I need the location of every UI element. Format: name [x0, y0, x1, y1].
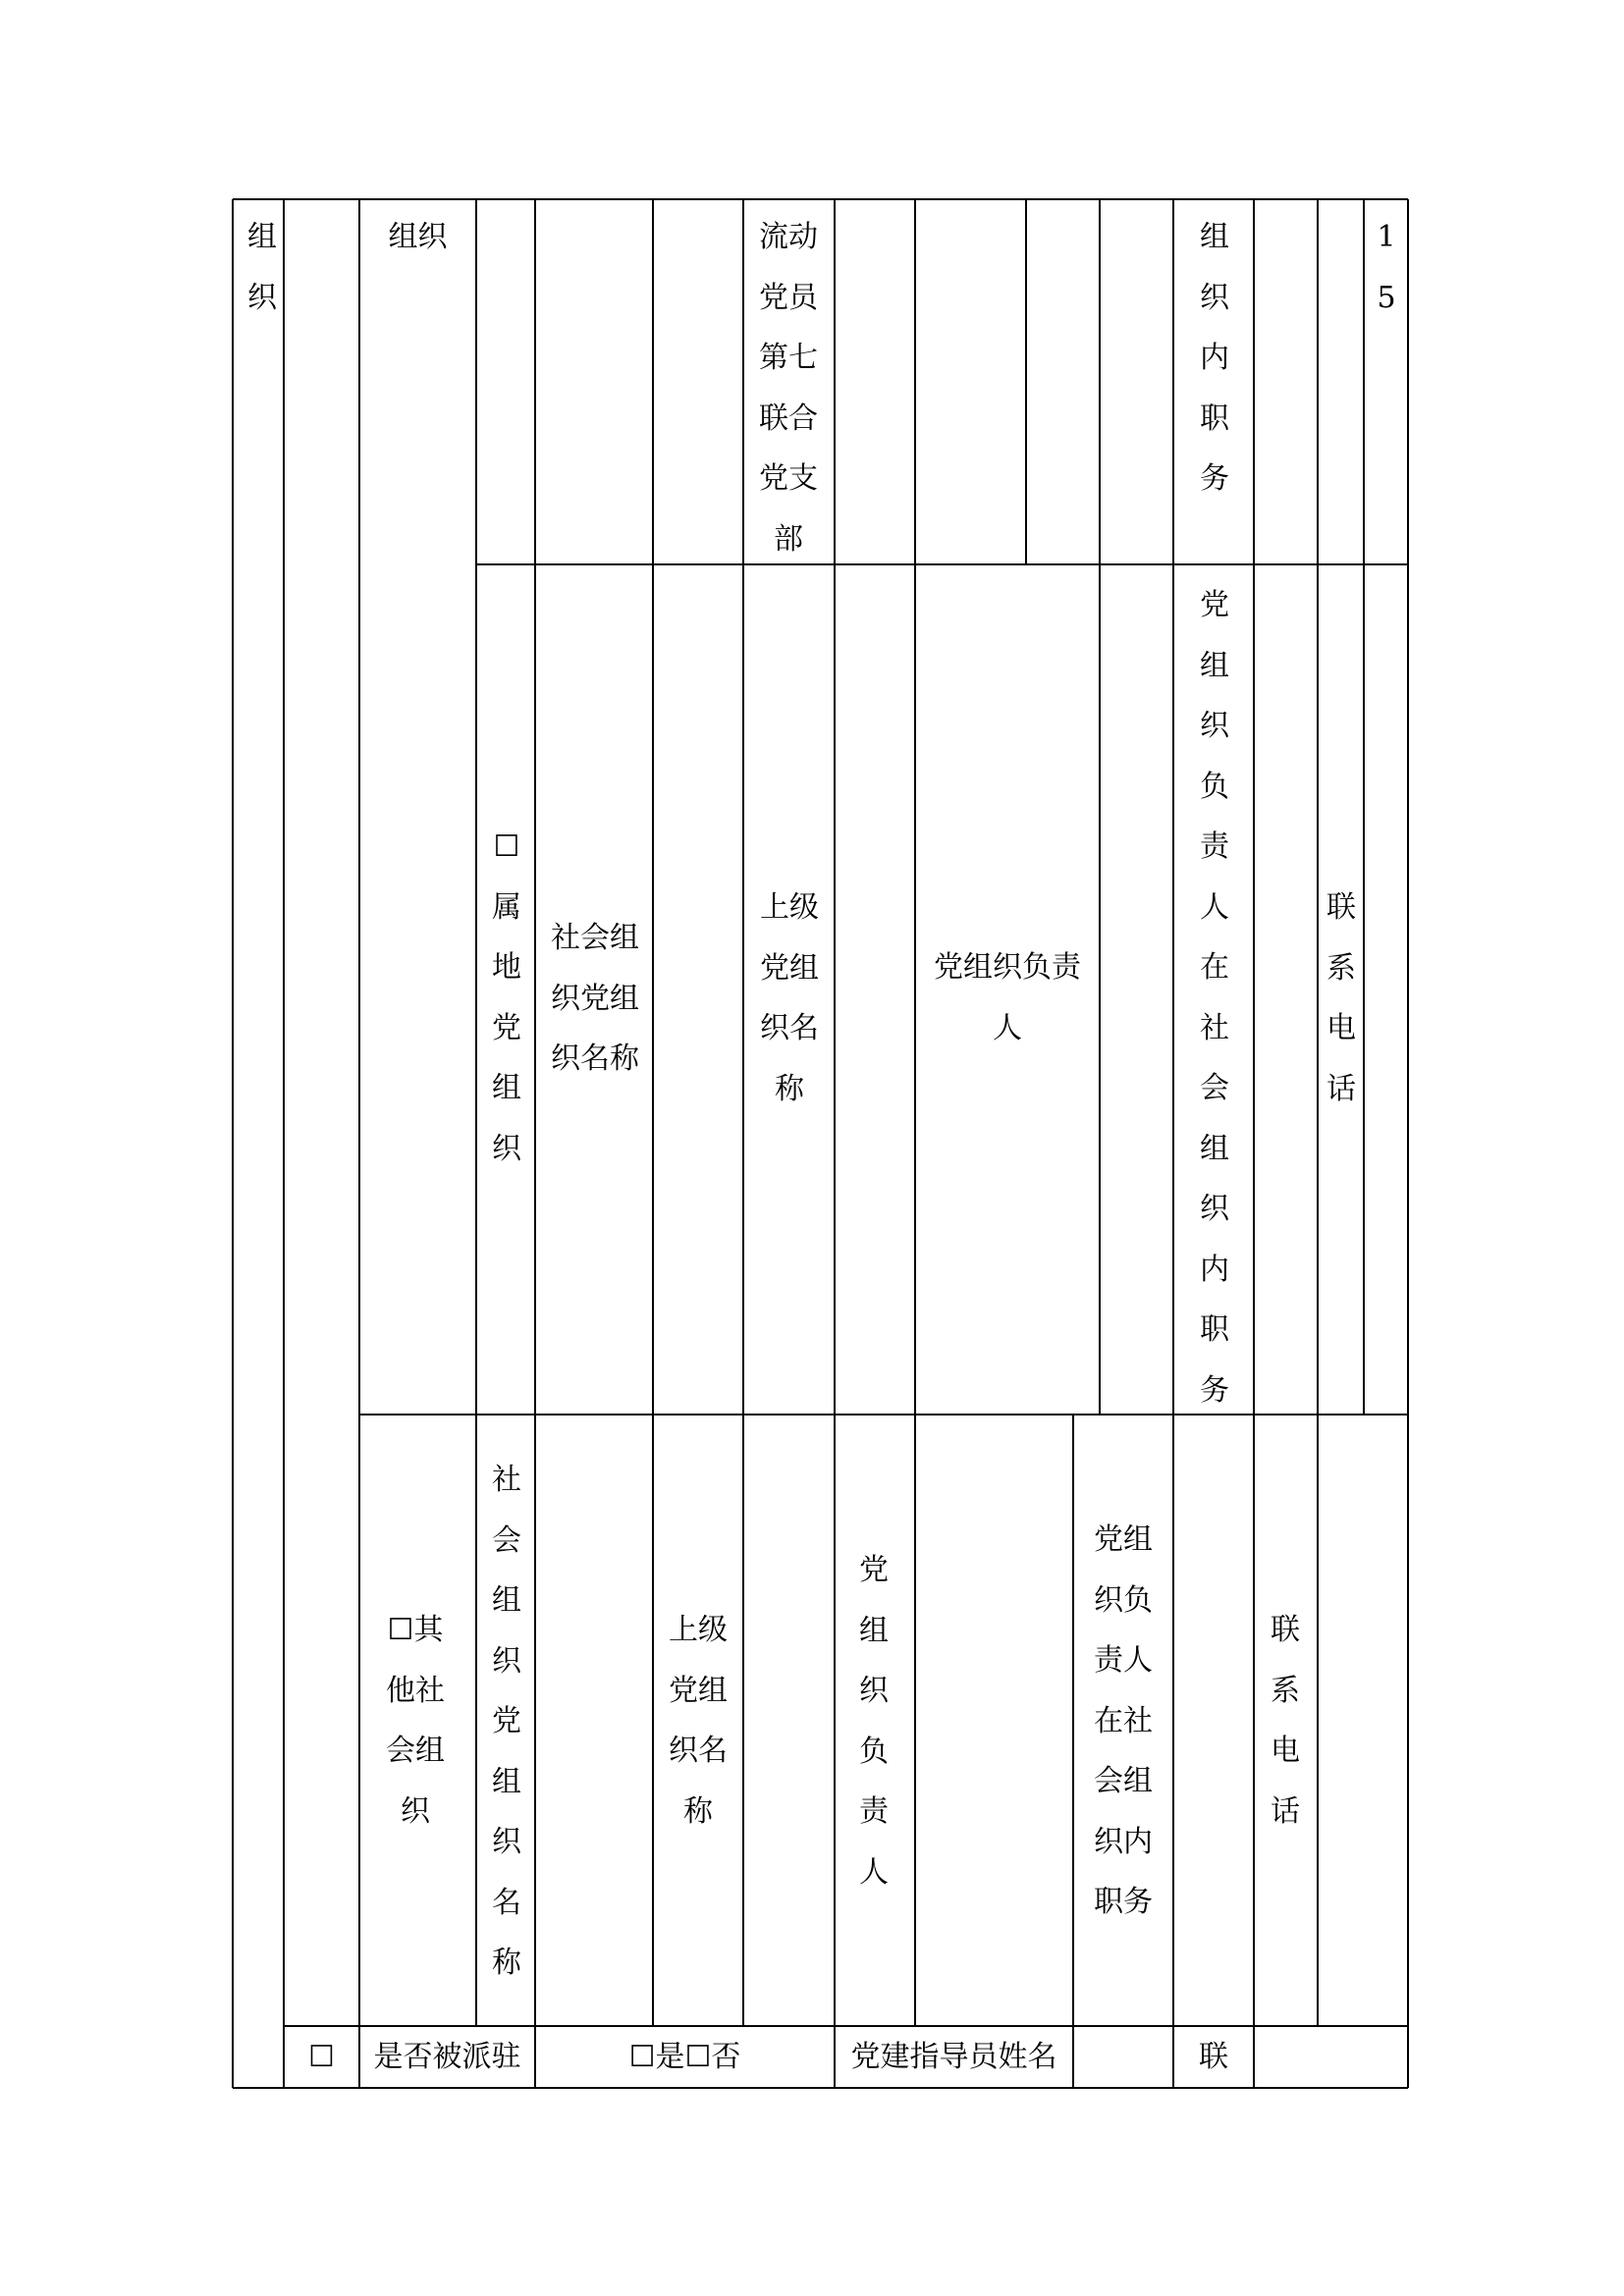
row2-superior-party-name: 上级党组织名称 — [760, 890, 819, 1106]
row2-local-party-org: ☐属地党组织 — [492, 829, 521, 1166]
row1-col-c-label: 组织 — [388, 220, 448, 254]
row3-superior-party-name: 上级党组织名称 — [669, 1613, 728, 1829]
row1-role-label: 组织内职务 — [1200, 220, 1229, 496]
row4-contact-label: 联 — [1199, 2040, 1228, 2074]
row3-social-org-party-name: 社会组织党组织名称 — [492, 1463, 521, 1980]
row1-page-digits: 15 — [1377, 220, 1396, 315]
row1-col-a-label: 组织 — [247, 220, 277, 315]
row2-party-leader: 党组织负责人 — [934, 950, 1081, 1045]
row2-contact-phone: 联系电话 — [1326, 890, 1356, 1106]
row2-leader-role: 党组织负责人在社会组织内职务 — [1200, 588, 1229, 1408]
row4-yes-no-options[interactable]: ☐是☐否 — [628, 2040, 741, 2074]
row3-other-social-org: ☐其他社会组织 — [386, 1613, 445, 1829]
row4-checkbox[interactable]: ☐ — [308, 2040, 335, 2074]
row1-branch-name: 流动党员第七联合党支部 — [759, 220, 818, 557]
row3-party-leader: 党组织负责人 — [859, 1553, 889, 1890]
row3-leader-role: 党组织负责人在社会组织内职务 — [1094, 1522, 1153, 1919]
row3-contact-phone: 联系电话 — [1271, 1613, 1300, 1829]
row4-dispatched-label: 是否被派驻 — [373, 2040, 521, 2074]
row2-social-org-party-name: 社会组织党组织名称 — [551, 921, 639, 1076]
row4-instructor-name-label: 党建指导员姓名 — [850, 2040, 1057, 2074]
